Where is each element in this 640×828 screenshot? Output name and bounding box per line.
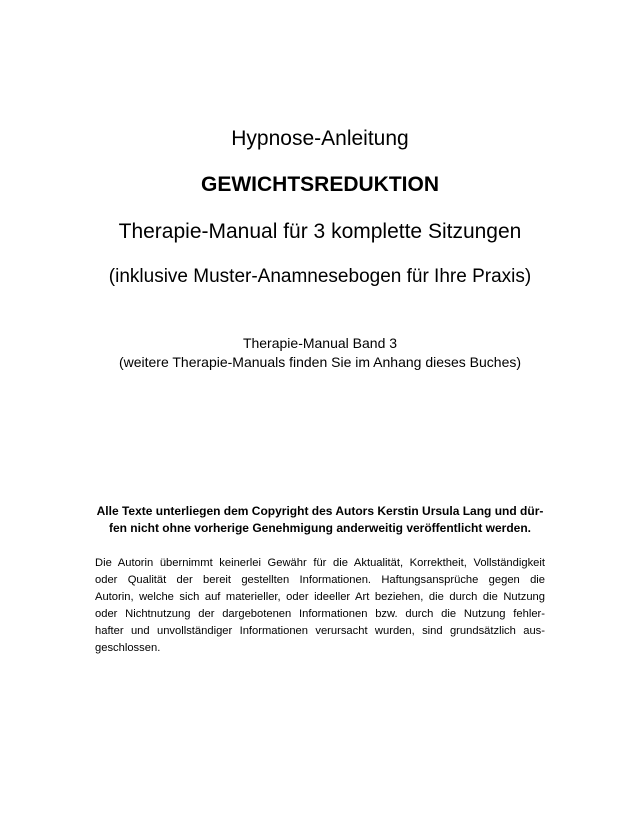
title-inclusive: (inklusive Muster-Anamnesebogen für Ihre Praxis) xyxy=(108,266,532,287)
copyright-line: Alle Texte unterliegen dem Copyright des Autors Kerstin Ursula Lang und dür- xyxy=(96,504,544,518)
disclaimer-paragraph xyxy=(95,555,545,657)
title-main: GEWICHTSREDUKTION xyxy=(201,173,439,196)
disclaimer-line: geschlossen. xyxy=(95,642,161,654)
series-band: Therapie-Manual Band 3 xyxy=(242,335,398,351)
copyright-line: fen nicht ohne vorherige Genehmigung anderweitig veröffentlicht werden. xyxy=(108,521,532,535)
disclaimer-line: hafter und unvollständiger Informationen verursacht wurden, sind grundsätzlich aus- xyxy=(95,625,545,637)
title-top: Hypnose-Anleitung xyxy=(231,127,409,150)
disclaimer-line: Die Autorin übernimmt keinerlei Gewähr für die Aktualität, Korrektheit, Vollständigkeit xyxy=(95,557,545,569)
disclaimer-line: Autorin, welche sich auf materieller, oder ideeller Art beziehen, die durch die Nutzung xyxy=(95,591,545,603)
title-subtitle: Therapie-Manual für 3 komplette Sitzungen xyxy=(118,220,522,243)
disclaimer-line: oder Nichtnutzung der dargebotenen Informationen bzw. durch die Nutzung fehler- xyxy=(95,608,545,620)
copyright-notice xyxy=(95,503,545,537)
disclaimer-line: oder Qualität der bereit gestellten Informationen. Haftungsansprüche gegen die xyxy=(95,574,545,586)
series-more: (weitere Therapie-Manuals finden Sie im Anhang dieses Buches) xyxy=(118,354,522,370)
